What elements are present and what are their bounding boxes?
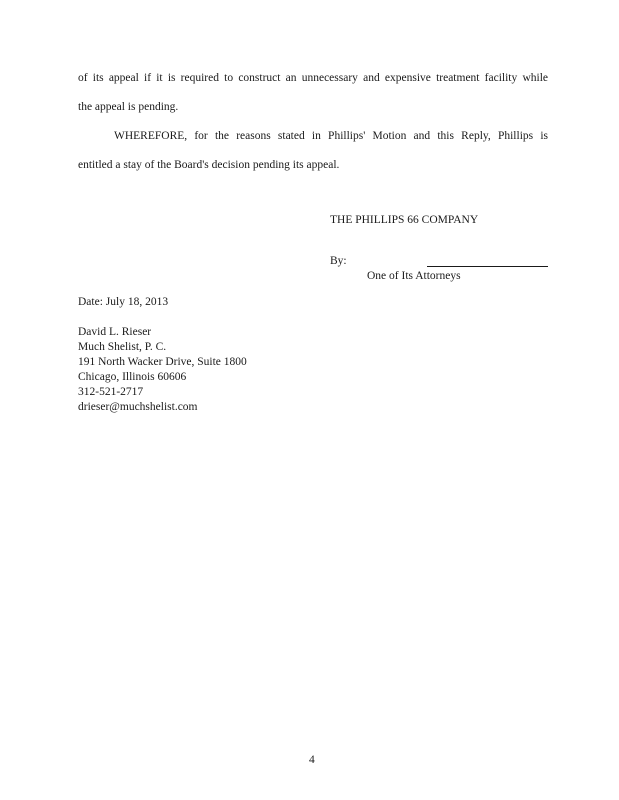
signature-caption: One of Its Attorneys [367,270,461,282]
body-paragraph-2-line-2: entitled a stay of the Board's decision pending its appeal. [78,159,340,171]
attorney-firm: Much Shelist, P. C. [78,341,167,353]
attorney-street: 191 North Wacker Drive, Suite 1800 [78,356,247,368]
body-paragraph-1-line-2: the appeal is pending. [78,101,179,113]
signature-company-name: THE PHILLIPS 66 COMPANY [330,214,479,226]
signature-line [427,266,548,267]
attorney-address-block [78,325,247,415]
body-paragraph-1-line-1: of its appeal if it is required to construct an unnecessary and expensive treatment facility while [78,72,548,84]
attorney-city: Chicago, Illinois 60606 [78,371,187,383]
date-line: Date: July 18, 2013 [78,296,169,308]
attorney-name: David L. Rieser [78,326,152,338]
page-number: 4 [309,754,315,766]
body-paragraph-2-line-1: WHEREFORE, for the reasons stated in Phillips' Motion and this Reply, Phillips is [114,130,548,142]
signature-by-label: By: [330,255,347,267]
attorney-email: drieser@muchshelist.com [78,401,198,413]
attorney-phone: 312-521-2717 [78,386,144,398]
